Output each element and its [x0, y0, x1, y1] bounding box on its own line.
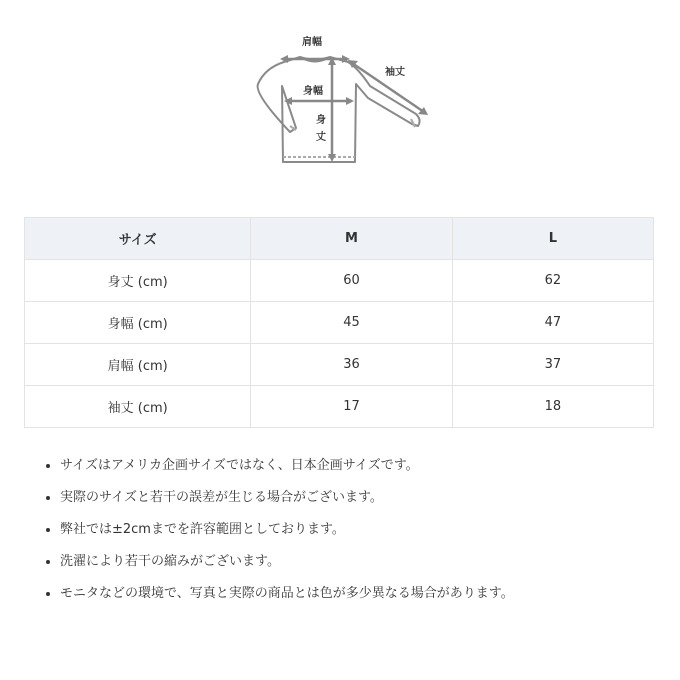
list-item: • サイズはアメリカ企画サイズではなく、日本企画サイズです。 — [60, 455, 680, 487]
table-row — [25, 260, 654, 302]
list-item: • 弊社では±2cmまでを許容範囲としております。 — [60, 519, 680, 551]
list-item: • 実際のサイズと若干の誤差が生じる場合がございます。 — [60, 487, 680, 519]
sleeve-length-label: 袖丈 — [385, 67, 405, 78]
cell-l: 18 — [452, 386, 653, 428]
body-length-label-top: 身 — [316, 115, 326, 126]
list-item: • 洗濯により若干の縮みがございます。 — [60, 551, 680, 583]
cell-m: 17 — [251, 386, 452, 428]
table-row — [25, 344, 654, 386]
row-label: 身丈 (cm) — [25, 260, 251, 302]
size-table — [24, 217, 654, 428]
notes-list — [42, 455, 680, 615]
list-item: • モニタなどの環境で、写真と実際の商品とは色が多少異なる場合があります。 — [60, 583, 680, 615]
cell-l: 62 — [452, 260, 653, 302]
cell-m: 45 — [251, 302, 452, 344]
shirt-measurement-diagram — [240, 28, 440, 168]
row-label: 身幅 (cm) — [25, 302, 251, 344]
long-sleeve-shirt-measurement-icon — [240, 28, 440, 168]
shoulder-width-label: 肩幅 — [302, 37, 322, 48]
cell-m: 36 — [251, 344, 452, 386]
header-l: L — [452, 218, 653, 260]
table-row — [25, 302, 654, 344]
header-size: サイズ — [25, 218, 251, 260]
cell-l: 37 — [452, 344, 653, 386]
cell-m: 60 — [251, 260, 452, 302]
header-m: M — [251, 218, 452, 260]
cell-l: 47 — [452, 302, 653, 344]
table-header-row — [25, 218, 654, 260]
row-label: 肩幅 (cm) — [25, 344, 251, 386]
table-row — [25, 386, 654, 428]
row-label: 袖丈 (cm) — [25, 386, 251, 428]
body-width-label: 身幅 — [303, 86, 323, 97]
body-length-label-bottom: 丈 — [316, 132, 326, 143]
